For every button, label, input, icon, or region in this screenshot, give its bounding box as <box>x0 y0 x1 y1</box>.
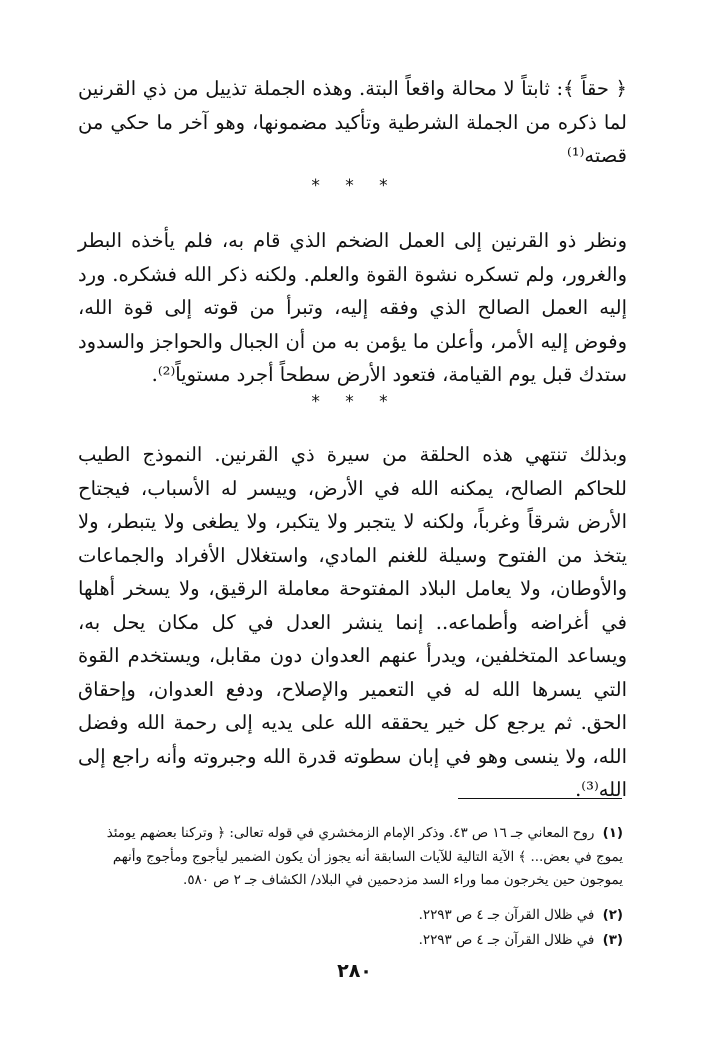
section-separator-1: * * * <box>311 176 398 196</box>
footnote-divider <box>458 798 622 799</box>
footnote-text: في ظلال القرآن جـ ٤ ص ٢٢٩٣. <box>418 908 595 923</box>
section-separator-2: * * * <box>311 392 398 412</box>
paragraph-1: ﴿ حقاً ﴾: ثابتاً لا محالة واقعاً البتة. وهذه الجملة تذييل من ذي القرنين لما ذكره من الجملة الشرطية وتأكيد مضمونها، وهو آخر ما حكي من قصته⁽¹⁾ <box>78 77 627 167</box>
footnote-number: (١) <box>602 826 623 841</box>
footnote-number: (٣) <box>602 933 623 948</box>
footnote-text: في ظلال القرآن جـ ٤ ص ٢٢٩٣. <box>418 933 595 948</box>
footnote-number: (٢) <box>602 908 623 923</box>
footnote-3 <box>78 929 623 953</box>
footnote-2 <box>78 904 623 928</box>
paragraph-2: ونظر ذو القرنين إلى العمل الضخم الذي قام به، فلم يأخذه البطر والغرور، ولم تسكره نشوة القوة والعلم. ولكنه ذكر الله فشكره. ورد إليه العمل الصالح الذي وفقه إليه، وتبرأ من قوته إلى قوة الله، وفوض إليه الأمر، وأعلن ما يؤمن به من أن الجبال والحواجز والسدود ستدك قبل يوم القيامة، فتعود الأرض سطحاً أجرد مستوياً⁽²⁾. <box>78 229 627 386</box>
footnote-text: روح المعاني جـ ١٦ ص ٤٣. وذكر الإمام الزمخشري في قوله تعالى: ﴿ وتركنا بعضهم يومئذ يموج في بعض... ﴾ الآية التالية للآيات السابقة أنه يجوز أن يكون الضمير ليأجوج ومأجوج وأنهم يموجون حين يخرجون مما وراء السد مزدحمين في البلاد/ الكشاف جـ ٢ ص ٥٨٠. <box>106 826 623 888</box>
footnote-1 <box>78 822 623 893</box>
page-number: ٢٨٠ <box>337 960 372 982</box>
paragraph-3: وبذلك تنتهي هذه الحلقة من سيرة ذي القرنين. النموذج الطيب للحاكم الصالح، يمكنه الله في الأرض، وييسر له الأسباب، فيجتاح الأرض شرقاً وغرباً، ولكنه لا يتجبر ولا يتكبر، ولا يطغى ولا يتبطر، ولا يتخذ من الفتوح وسيلة للغنم المادي، واستغلال الأفراد والجماعات والأوطان، ولا يعامل البلاد المفتوحة معاملة الرقيق، ولا يسخر أهلها في أغراضه وأطماعه.. إنما ينشر العدل في كل مكان يحل به، ويساعد المتخلفين، ويدرأ عنهم العدوان دون مقابل، ويستخدم القوة التي يسرها الله له في التعمير والإصلاح، ودفع العدوان، وإحقاق الحق. ثم يرجع كل خير يحققه الله على يديه إلى رحمة الله وفضل الله، ولا ينسى وهو في إبان سطوته قدرة الله وجبروته وأنه راجع إلى الله⁽³⁾. <box>78 443 627 801</box>
